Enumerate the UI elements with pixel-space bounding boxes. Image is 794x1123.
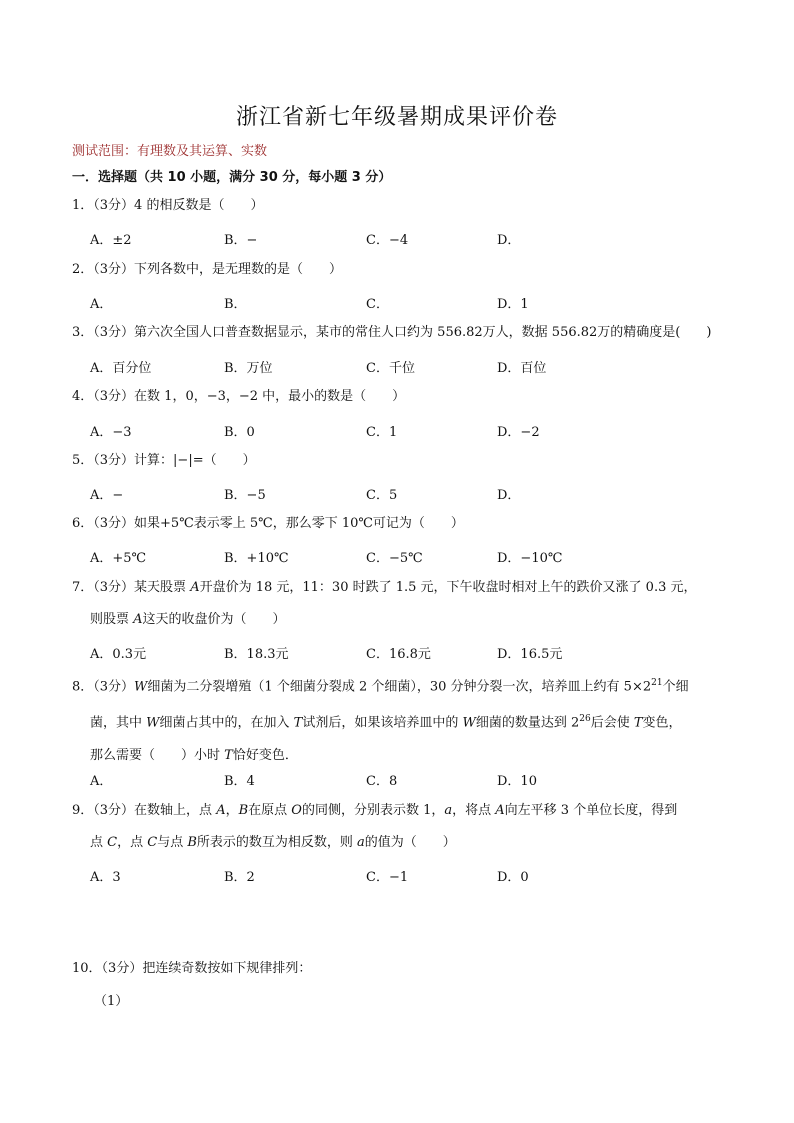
option-d[interactable]: D．−2 <box>497 425 540 440</box>
option-b[interactable]: B． <box>224 297 247 312</box>
q7-text: 7．（3分）某天股票 <box>72 580 191 595</box>
q9-var: B <box>187 835 197 850</box>
question-7 <box>72 572 732 636</box>
q9-text: 与点 <box>157 835 188 850</box>
q9-var: O <box>291 803 302 818</box>
question-9-line-1 <box>72 795 732 827</box>
q9-text: 点 <box>90 835 108 850</box>
q9-text: ， <box>225 803 239 818</box>
question-8-line-1 <box>72 667 732 703</box>
option-d[interactable]: D．−10℃ <box>497 551 563 566</box>
question-7-line-1 <box>72 572 732 604</box>
option-d[interactable]: D． <box>497 233 521 248</box>
q8-text: 细菌占其中的，在加入 <box>159 715 294 731</box>
option-c[interactable]: C．1 <box>366 425 398 440</box>
q8-text: 试剂后，如果该培养皿中的 <box>302 715 463 731</box>
question-10 <box>72 953 732 985</box>
option-b[interactable]: B．−5 <box>224 488 266 503</box>
option-c[interactable]: C．千位 <box>366 361 415 376</box>
question-6 <box>72 508 732 540</box>
option-b[interactable]: B．2 <box>224 870 255 885</box>
question-5 <box>72 445 732 477</box>
option-a[interactable]: A．0.3元 <box>90 647 147 662</box>
question-5-options <box>90 484 730 508</box>
option-c[interactable]: C．5 <box>366 488 398 503</box>
q8-text: 后会使 <box>590 715 634 731</box>
option-d[interactable]: D．10 <box>497 774 537 789</box>
option-c[interactable]: C．16.8元 <box>366 647 431 662</box>
question-4-options <box>90 421 730 445</box>
q9-text: ，点 <box>117 835 148 850</box>
q9-var: a <box>357 835 365 850</box>
q8-text: 恰好变色． <box>232 747 298 763</box>
q7-var: A <box>133 612 143 627</box>
option-d[interactable]: D．1 <box>497 297 529 312</box>
q8-exponent: 21 <box>651 678 663 688</box>
question-1-options <box>90 229 730 253</box>
option-b[interactable]: B．4 <box>224 774 255 789</box>
q8-text: 变色， <box>642 715 682 731</box>
q7-text: 则股票 <box>90 612 134 627</box>
option-a[interactable]: A．−3 <box>90 425 132 440</box>
q8-var: W <box>134 679 148 695</box>
q8-exponent: 26 <box>579 714 591 725</box>
q9-text: 的同侧，分别表示数 1， <box>301 803 445 818</box>
option-a[interactable]: A．− <box>90 488 124 503</box>
q8-var: T <box>293 715 303 731</box>
question-3-stem: 3．（3分）第六次全国人口普查数据显示，某市的常住人口约为 556.82万人，数据 556.82万的精确度是( ) <box>72 325 712 340</box>
q9-var: C <box>107 835 118 850</box>
q9-text: 向左平移 3 个单位长度，得到 <box>504 803 678 818</box>
question-10-subpart: （1） <box>94 994 129 1009</box>
q9-text: 9．（3分）在数轴上，点 <box>72 803 217 818</box>
question-9 <box>72 795 732 859</box>
option-a[interactable]: A． <box>90 774 113 789</box>
question-6-options <box>90 547 730 571</box>
test-scope: 测试范围：有理数及其运算、实数 <box>72 144 268 159</box>
option-c[interactable]: C． <box>366 297 389 312</box>
question-2 <box>72 254 732 286</box>
question-3 <box>72 317 732 349</box>
question-9-line-2 <box>72 827 732 859</box>
question-10-stem: 10．（3分）把连续奇数按如下规律排列： <box>72 961 312 976</box>
question-5-stem: 5．（3分）计算：|−|=（ ） <box>72 453 256 468</box>
question-9-options <box>90 866 730 890</box>
question-7-options <box>90 643 730 667</box>
option-d[interactable]: D．16.5元 <box>497 647 563 662</box>
q8-text: 那么需要（ ）小时 <box>90 747 225 763</box>
question-1 <box>72 190 732 222</box>
question-2-options <box>90 293 730 317</box>
q9-var: B <box>238 803 249 818</box>
option-c[interactable]: C．−4 <box>366 233 409 248</box>
question-8-options <box>90 770 730 794</box>
q8-text: 8．（3分） <box>72 679 135 695</box>
q7-text: 这天的收盘价为（ ） <box>142 612 286 627</box>
q9-text: 的值为（ ） <box>364 835 456 850</box>
q9-text: 所表示的数互为相反数，则 <box>196 835 358 850</box>
q9-var: A <box>216 803 226 818</box>
option-d[interactable]: D．0 <box>497 870 529 885</box>
option-b[interactable]: B．万位 <box>224 361 273 376</box>
option-b[interactable]: B．18.3元 <box>224 647 289 662</box>
option-b[interactable]: B．0 <box>224 425 255 440</box>
question-1-stem: 1．（3分）4 的相反数是（ ） <box>72 198 264 213</box>
option-a[interactable]: A． <box>90 297 113 312</box>
question-4-stem: 4．（3分）在数 1，0，−3，−2 中，最小的数是（ ） <box>72 389 406 404</box>
q8-text: 菌，其中 <box>90 715 147 731</box>
option-d[interactable]: D．百位 <box>497 361 547 376</box>
question-8-line-2 <box>72 703 732 739</box>
question-8-line-3 <box>72 740 732 772</box>
q8-text: 细菌为二分裂增殖（1 个细菌分裂成 2 个细菌），30 分钟分裂一次，培养皿上约有 5×2 <box>147 679 652 695</box>
q7-text: 开盘价为 18 元，11：30 时跌了 1.5 元，下午收盘时相对上午的跌价又涨了 0.3 元， <box>199 580 697 595</box>
q8-var: W <box>146 715 160 731</box>
option-a[interactable]: A．+5℃ <box>90 551 147 566</box>
question-2-stem: 2．（3分）下列各数中，是无理数的是（ ） <box>72 262 343 277</box>
option-c[interactable]: C．8 <box>366 774 398 789</box>
question-8 <box>72 667 732 772</box>
q9-text: ，将点 <box>452 803 496 818</box>
q8-var: T <box>224 747 233 763</box>
section-header: 一．选择题（共 10 小题，满分 30 分，每小题 3 分） <box>72 170 392 185</box>
option-a[interactable]: A．±2 <box>90 233 132 248</box>
option-a[interactable]: A．百分位 <box>90 361 152 376</box>
page-title: 浙江省新七年级暑期成果评价卷 <box>235 105 558 130</box>
option-c[interactable]: C．−1 <box>366 870 409 885</box>
q8-text: 个细 <box>662 679 689 695</box>
q9-var: a <box>444 803 453 818</box>
option-a[interactable]: A．3 <box>90 870 121 885</box>
q7-var: A <box>190 580 200 595</box>
option-c[interactable]: C．−5℃ <box>366 551 423 566</box>
q8-var: T <box>633 715 643 731</box>
question-7-line-2 <box>72 604 732 636</box>
question-3-options <box>90 357 730 381</box>
q8-var: W <box>462 715 476 731</box>
option-d[interactable]: D． <box>497 488 521 503</box>
question-6-stem: 6．（3分）如果+5℃表示零上 5℃，那么零下 10℃可记为（ ） <box>72 516 464 531</box>
question-4 <box>72 381 732 413</box>
option-b[interactable]: B．+10℃ <box>224 551 289 566</box>
q9-text: 在原点 <box>248 803 292 818</box>
option-b[interactable]: B．− <box>224 233 258 248</box>
q9-var: A <box>495 803 505 818</box>
q8-text: 细菌的数量达到 2 <box>475 715 580 731</box>
q9-var: C <box>147 835 158 850</box>
